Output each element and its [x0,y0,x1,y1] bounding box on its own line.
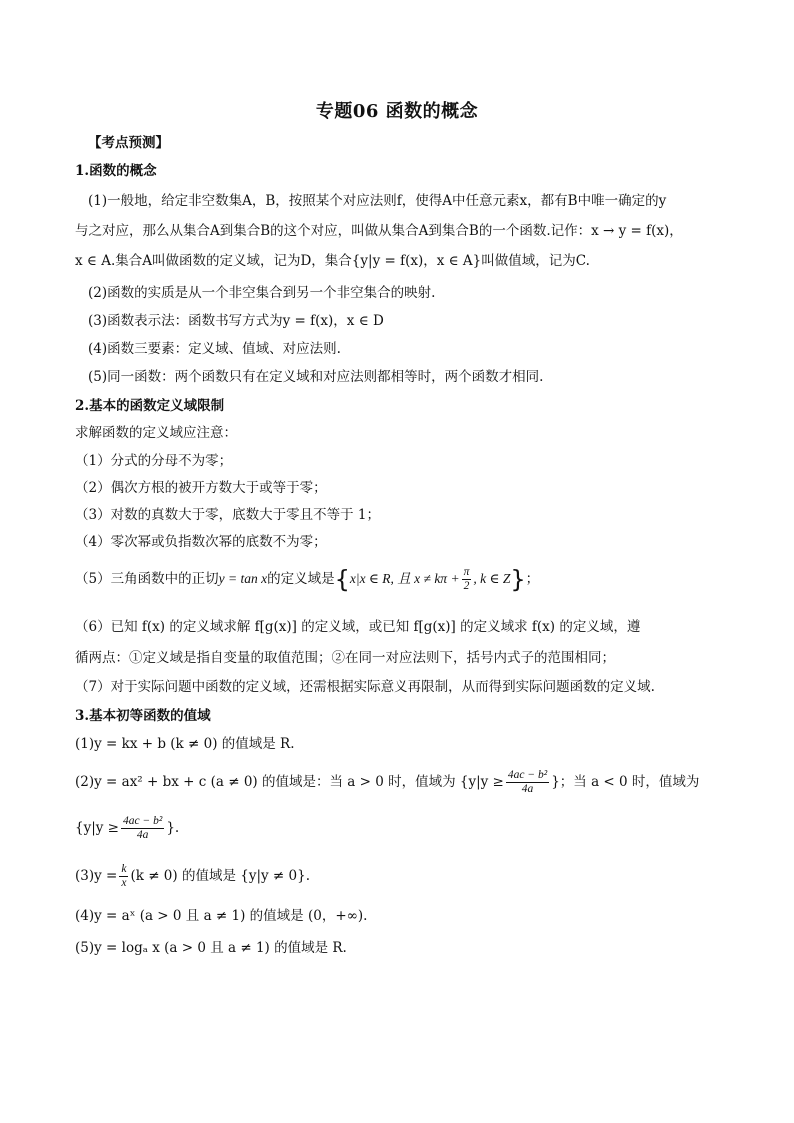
section3-v5: (5)y = logₐ x (a > 0 且 a ≠ 1) 的值域是 R. [75,940,347,956]
v2-frac2-den: 4a [121,828,164,842]
item5-end: ； [525,571,540,587]
section1-p5: (5)同一函数：两个函数只有在定义域和对应法则都相等时，两个函数才相同. [88,369,544,385]
section2-item1: （1）分式的分母不为零； [75,453,233,469]
section1-p3: (3)函数表示法：函数书写方式为y = f(x)，x ∈ D [88,313,384,329]
item5-func: y = tan x [218,571,268,586]
section1-p4: (4)函数三要素：定义域、值域、对应法则. [88,341,341,357]
v2-part-c: {y|y ≥ [75,820,119,836]
section1-heading: 1.函数的概念 [75,163,157,179]
v2-fraction-1 [506,769,549,796]
section2-heading: 2.基本的函数定义域限制 [75,398,225,414]
v2-frac1-num: 4ac − b² [507,769,548,781]
section2-item6-line2: 循两点：①定义域是指自变量的取值范围；②在同一对应法则下，括号内式子的范围相同； [75,650,615,666]
section2-intro: 求解函数的定义域应注意： [75,425,237,441]
section3-v3 [75,860,310,892]
v3-frac-num: k [121,863,127,875]
section3-v2-line2 [75,812,179,844]
v2-frac2-num: 4ac − b² [123,815,163,827]
section3-v4: (4)y = aˣ (a > 0 且 a ≠ 1) 的值域是 (0，+∞). [75,908,368,924]
item5-mid: 的定义域是 [267,571,335,587]
section2-item4: （4）零次幂或负指数次幂的底数不为零； [75,534,327,550]
section1-p1-line1: (1)一般地，给定非空数集A，B，按照某个对应法则f，使得A中任意元素x，都有B中唯一确定的y [88,193,667,209]
section3-v2-line1 [75,766,699,798]
item5-fraction [462,566,472,593]
v3-part-a: (3)y = [75,868,118,884]
section1-p2: (2)函数的实质是从一个非空集合到另一个非空集合的映射. [88,285,436,301]
v2-part-b: }；当 a < 0 时，值域为 [551,774,700,790]
item5-text: （5）三角函数中的正切 [75,571,219,587]
item5-frac-num: π [463,566,470,578]
v2-fraction-2 [121,815,164,842]
v2-part-d: }. [166,820,180,836]
section1-p1-line3: x ∈ A.集合A叫做函数的定义域，记为D，集合{y|y = f(x)，x ∈ A}叫做值域，记为C. [75,253,590,269]
left-brace-icon: { [334,565,350,594]
item5-set-a: x|x ∈ R, 且 x ≠ kπ + [349,571,460,586]
section3-heading: 3.基本初等函数的值域 [75,708,211,724]
v3-fraction [119,863,128,890]
section2-item2: （2）偶次方根的被开方数大于或等于零； [75,480,327,496]
page-title: 专题06 函数的概念 [315,101,479,122]
section2-item3: （3）对数的真数大于零，底数大于零且不等于 1； [75,507,380,523]
section3-v1: (1)y = kx + b (k ≠ 0) 的值域是 R. [75,736,295,752]
section2-item5 [75,564,539,595]
v3-part-b: (k ≠ 0) 的值域是 {y|y ≠ 0}. [130,868,311,884]
section-header: 【考点预测】 [88,135,169,151]
right-brace-icon: } [510,565,526,594]
section1-p1-line2: 与之对应，那么从集合A到集合B的这个对应，叫做从集合A到集合B的一个函数.记作：x → y = f(x)， [75,223,683,239]
section2-item7: （7）对于实际问题中函数的定义域，还需根据实际意义再限制，从而得到实际问题函数的定义域. [75,679,655,695]
item5-frac-den: 2 [462,579,472,593]
v3-frac-den: x [121,877,127,889]
section2-item6-line1: （6）已知 f(x) 的定义域求解 f[g(x)] 的定义域，或已知 f[g(x)] 的定义域求 f(x) 的定义域，遵 [75,619,641,635]
item5-set-b: , k ∈ Z [473,571,511,586]
v2-frac1-den: 4a [506,782,549,796]
v2-part-a: (2)y = ax² + bx + c (a ≠ 0) 的值域是：当 a > 0 时，值域为 {y|y ≥ [75,774,504,790]
